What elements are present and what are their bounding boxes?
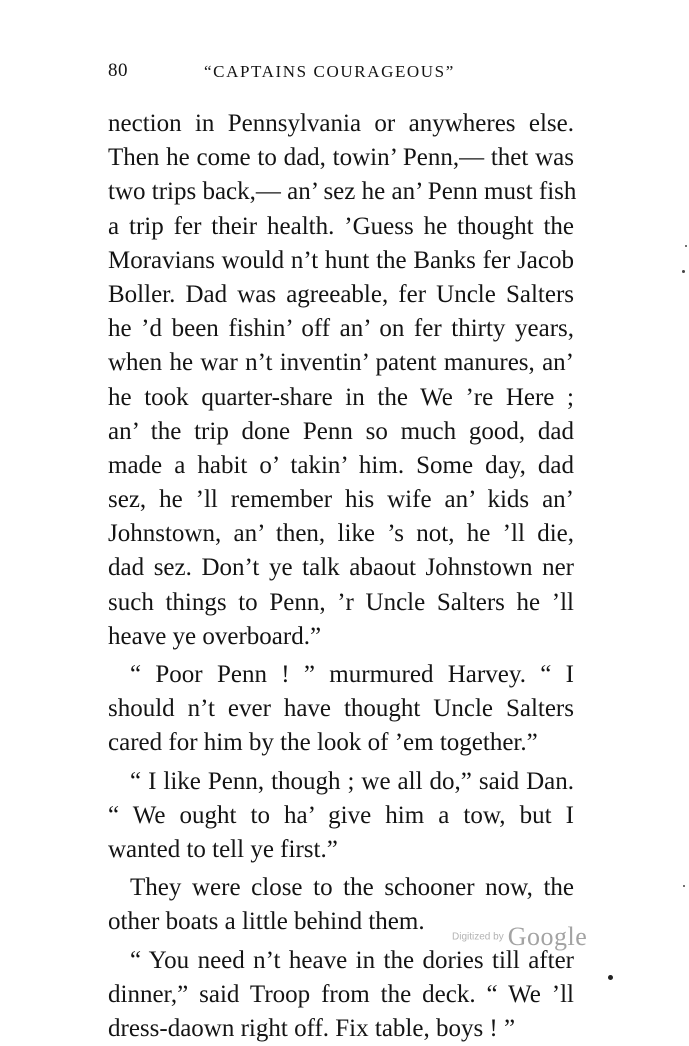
google-logo: Google (508, 922, 588, 951)
text-line: other boats a little behind them. (108, 905, 574, 939)
text-line: “ We ought to ha’ give him a tow, but I (108, 799, 574, 833)
scan-speck (682, 270, 685, 273)
text-line: such things to Penn, ’r Uncle Salters he ’ll (108, 586, 574, 620)
watermark-prefix: Digitized by (452, 932, 504, 943)
text-line: dinner,” said Troop from the deck. “ We ’ll (108, 978, 574, 1012)
text-line: heave ye overboard.” (108, 620, 574, 654)
page-header (108, 60, 578, 90)
text-line: sez, he ’ll remember his wife an’ kids an’ (108, 483, 574, 517)
paragraph (108, 944, 574, 1046)
text-line: cared for him by the look of ’em together.” (108, 726, 574, 760)
text-line: nection in Pennsylvania or anywheres else. (108, 107, 574, 141)
scan-speck (683, 885, 685, 887)
text-line: dad sez. Don’t ye talk abaout Johnstown ner (108, 551, 574, 585)
text-line: “ You need n’t heave in the dories till after (108, 944, 574, 978)
text-line: should n’t ever have thought Uncle Salters (108, 692, 574, 726)
text-line: dress-daown right off. Fix table, boys ! ” (108, 1012, 574, 1046)
text-line: They were close to the schooner now, the (108, 871, 574, 905)
text-line: two trips back,— an’ sez he an’ Penn must fish (108, 175, 574, 209)
text-line: wanted to tell ye first.” (108, 833, 574, 867)
text-line: “ I like Penn, though ; we all do,” said Dan. (108, 765, 574, 799)
text-line: he took quarter-share in the We ’re Here ; (108, 381, 574, 415)
text-line: an’ the trip done Penn so much good, dad (108, 415, 574, 449)
scan-speck (685, 245, 687, 247)
text-line: Boller. Dad was agreeable, fer Uncle Salters (108, 278, 574, 312)
page-number: 80 (108, 60, 128, 82)
text-line: made a habit o’ takin’ him. Some day, dad (108, 449, 574, 483)
text-line: Then he come to dad, towin’ Penn,— thet was (108, 141, 574, 175)
text-line: a trip fer their health. ’Guess he thought the (108, 210, 574, 244)
paragraph (108, 107, 574, 654)
scan-speck (608, 975, 613, 980)
text-line: Moravians would n’t hunt the Banks fer Jacob (108, 244, 574, 278)
digitized-by-google-watermark (452, 922, 587, 952)
body-text (108, 107, 574, 1046)
text-line: Johnstown, an’ then, like ’s not, he ’ll die, (108, 517, 574, 551)
running-title: “CAPTAINS COURAGEOUS” (204, 62, 455, 82)
paragraph (108, 765, 574, 868)
text-line: “ Poor Penn ! ” murmured Harvey. “ I (108, 658, 574, 692)
text-line: he ’d been fishin’ off an’ on fer thirty years, (108, 312, 574, 346)
text-line: when he war n’t inventin’ patent manures, an’ (108, 346, 574, 380)
paragraph (108, 658, 574, 761)
